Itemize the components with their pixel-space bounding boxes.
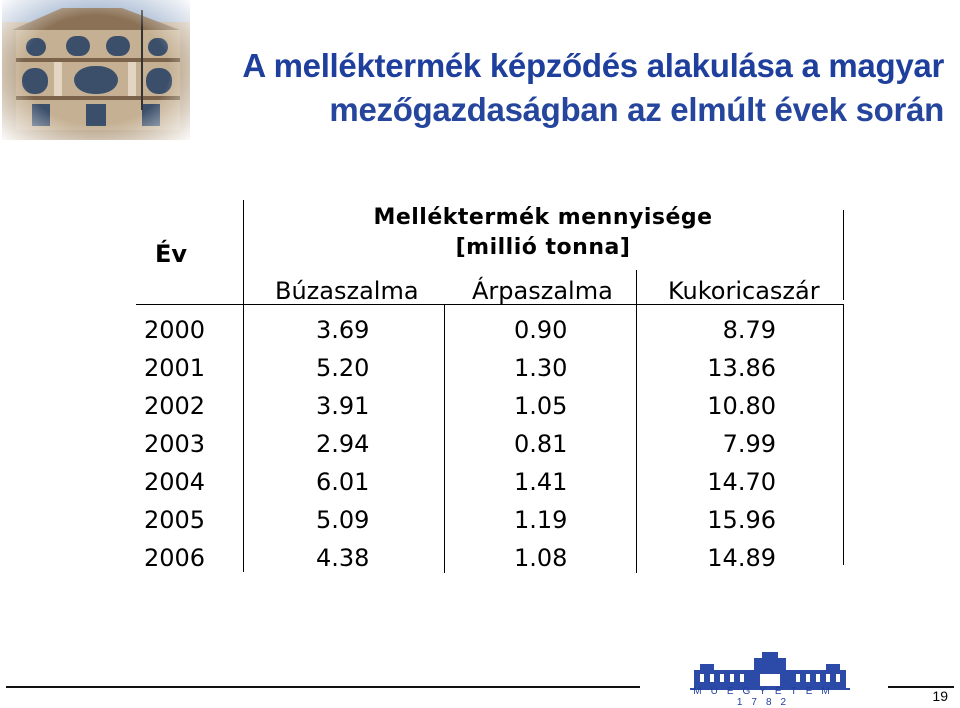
- quantity-group-header: [278, 203, 808, 263]
- table-cell-kukorica: 10.80: [707, 392, 776, 420]
- group-header-line-1: Melléktermék mennyisége: [373, 205, 713, 230]
- table-divider-arpa: [636, 270, 637, 573]
- table-cell-buza: 5.20: [316, 354, 370, 382]
- footer-rule-left: [6, 686, 640, 688]
- table-cell-buza: 2.94: [316, 430, 370, 458]
- table-row-year: 2003: [144, 430, 206, 458]
- page-number: 19: [932, 688, 948, 704]
- table-cell-arpa: 1.05: [514, 392, 568, 420]
- table-cell-kukorica: 7.99: [722, 430, 776, 458]
- table-cell-arpa: 1.19: [514, 506, 568, 534]
- table-row-year: 2004: [144, 468, 206, 496]
- table-cell-buza: 5.09: [316, 506, 370, 534]
- table-cell-kukorica: 15.96: [707, 506, 776, 534]
- table-divider-kukorica: [843, 305, 844, 565]
- table-cell-buza: 3.69: [316, 316, 370, 344]
- table-cell-arpa: 1.08: [514, 544, 568, 572]
- table-cell-arpa: 0.90: [514, 316, 568, 344]
- column-header-kukoricaszar: Kukoricaszár: [668, 277, 820, 305]
- table-row-year: 2005: [144, 506, 206, 534]
- table-cell-buza: 4.38: [316, 544, 370, 572]
- table-cell-arpa: 0.81: [514, 430, 568, 458]
- table-row-year: 2000: [144, 316, 206, 344]
- table-cell-buza: 6.01: [316, 468, 370, 496]
- table-divider-header-right: [843, 210, 844, 300]
- table-cell-kukorica: 8.79: [722, 316, 776, 344]
- column-header-arpaszalma: Árpaszalma: [472, 277, 613, 305]
- group-header-line-2: [millió tonna]: [455, 235, 631, 260]
- title-line-1: A melléktermék képződés alakulása a magyar: [242, 47, 944, 84]
- column-header-buzaszalma: Búzaszalma: [275, 277, 419, 305]
- table-divider-year: [243, 200, 244, 572]
- year-column-header: Év: [155, 240, 188, 268]
- table-cell-kukorica: 14.70: [707, 468, 776, 496]
- title-line-2: mezőgazdaságban az elmúlt évek során: [329, 91, 944, 128]
- table-row-year: 2006: [144, 544, 206, 572]
- muegyetem-logo-text: MŰEGYETEM 1782: [693, 686, 839, 708]
- table-cell-arpa: 1.30: [514, 354, 568, 382]
- building-photo: [2, 0, 190, 140]
- table-cell-arpa: 1.41: [514, 468, 568, 496]
- table-divider-buza: [444, 305, 445, 573]
- slide-title: [242, 44, 944, 132]
- table-cell-buza: 3.91: [316, 392, 370, 420]
- table-row-year: 2002: [144, 392, 206, 420]
- table-row-year: 2001: [144, 354, 206, 382]
- table-cell-kukorica: 14.89: [707, 544, 776, 572]
- table-cell-kukorica: 13.86: [707, 354, 776, 382]
